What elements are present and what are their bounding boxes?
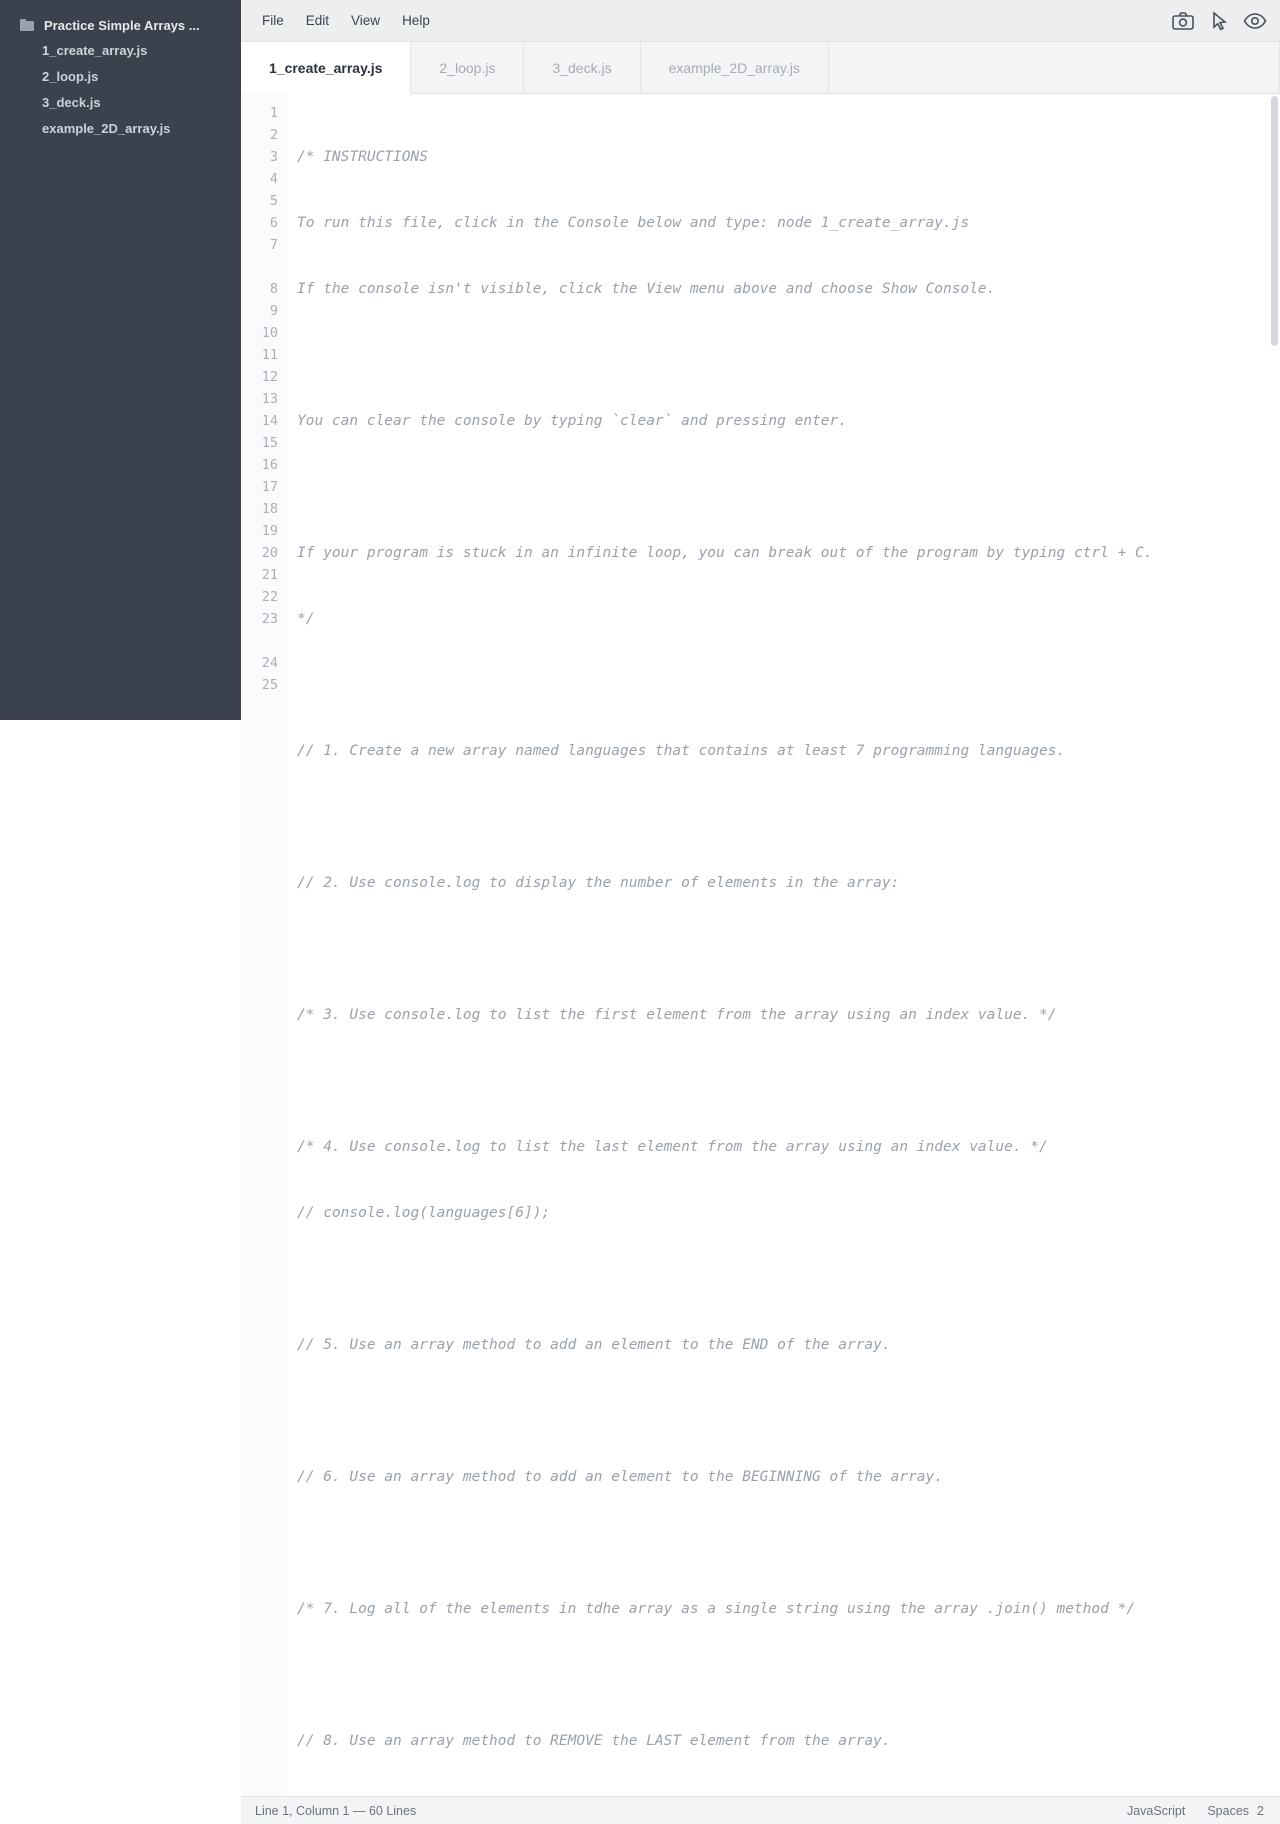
line-number: 3 [269,149,278,165]
code-line: // 5. Use an array method to add an element to the END of the array. [297,1337,891,1353]
tab-2-loop[interactable]: 2_loop.js [411,42,524,93]
code-line [297,1268,1280,1290]
code-line: To run this file, click in the Console below and type: node 1_create_array.js [297,215,970,231]
code-line: If your program is stuck in an infinite loop, you can break out of the program by typing ctrl + C. [297,545,1153,561]
code-line [297,476,1280,498]
line-number: 8 [269,281,278,297]
line-number: 24 [261,655,278,671]
code-editor[interactable] [241,94,1280,1796]
code-line: // console.log(languages[6]); [297,1205,551,1221]
camera-icon[interactable] [1166,7,1200,35]
line-number: 20 [261,545,278,561]
code-line: /* INSTRUCTIONS [297,149,428,165]
code-line: /* 4. Use console.log to list the last element from the array using an index value. */ [297,1139,1048,1155]
code-line: /* 7. Log all of the elements in tdhe array as a single string using the array .join() method */ [297,1601,1136,1617]
line-number: 22 [261,589,278,605]
line-number: 14 [261,413,278,429]
menu-view[interactable]: View [351,13,381,28]
line-number: 10 [261,325,278,341]
eye-icon[interactable] [1238,7,1272,35]
code-line [297,938,1280,960]
folder-icon [20,20,34,31]
code-line [297,1664,1280,1686]
code-line: // 6. Use an array method to add an element to the BEGINNING of the array. [297,1469,944,1485]
line-number: 13 [261,391,278,407]
sidebar-item-2-loop[interactable]: 2_loop.js [42,69,99,84]
code-line [297,1532,1280,1554]
sidebar-item-1-create-array[interactable]: 1_create_array.js [42,43,148,58]
sidebar [0,0,241,720]
project-root[interactable] [0,12,241,38]
cursor-icon[interactable] [1202,7,1236,35]
line-number: 6 [269,215,278,231]
indent-mode[interactable]: Spaces [1207,1803,1250,1818]
line-number-wrap-filler [241,256,287,278]
line-number: 1 [269,105,278,121]
line-number: 21 [261,567,278,583]
line-number: 15 [261,435,278,451]
line-number: 11 [261,347,278,363]
line-number: 12 [261,369,278,385]
menu-file[interactable]: File [262,13,284,28]
code-line [297,1400,1280,1422]
menu-edit[interactable]: Edit [305,13,330,28]
line-number: 4 [269,171,278,187]
menu-help[interactable]: Help [402,13,430,28]
editor-scrollbar[interactable] [1269,94,1280,1796]
line-number: 7 [269,237,278,253]
tab-3-deck[interactable]: 3_deck.js [524,42,640,93]
line-number: 18 [261,501,278,517]
line-number: 2 [269,127,278,143]
code-content[interactable] [287,94,1280,1796]
cursor-position: Line 1, Column 1 — 60 Lines [255,1803,417,1818]
line-number: 23 [261,611,278,627]
code-line [297,1070,1280,1092]
code-line [297,806,1280,828]
code-line: */ [297,611,315,627]
code-line: You can clear the console by typing `clear` and pressing enter. [297,413,847,429]
indent-size[interactable]: 2 [1257,1803,1264,1818]
sidebar-item-example-2d-array[interactable]: example_2D_array.js [42,121,171,136]
line-number-wrap-filler [241,630,287,652]
code-line [297,674,1280,696]
sidebar-item-3-deck[interactable]: 3_deck.js [42,95,101,110]
project-title: Practice Simple Arrays ... [44,17,200,33]
code-line [297,344,1280,366]
line-number-gutter [241,94,287,1796]
code-line: If the console isn't visible, click the View menu above and choose Show Console. [297,281,996,297]
line-number: 16 [261,457,278,473]
menu-bar [241,0,1280,42]
scrollbar-thumb[interactable] [1271,96,1278,346]
code-line: /* 3. Use console.log to list the first element from the array using an index value. */ [297,1007,1057,1023]
line-number: 25 [261,677,278,693]
language-mode[interactable]: JavaScript [1126,1803,1186,1818]
line-number: 19 [261,523,278,539]
tab-1-create-array[interactable]: 1_create_array.js [241,42,411,94]
line-number: 17 [261,479,278,495]
tab-bar-filler [829,42,1280,93]
main-area [241,0,1280,1818]
line-number: 5 [269,193,278,209]
status-bar [241,1796,1280,1824]
code-line: // 2. Use console.log to display the number of elements in the array: [297,875,900,891]
code-line: // 1. Create a new array named languages that contains at least 7 programming languages. [297,743,1066,759]
code-line: // 8. Use an array method to REMOVE the LAST element from the array. [297,1733,891,1749]
line-number: 9 [269,303,278,319]
tab-bar [241,42,1280,94]
tab-example-2d-array[interactable]: example_2D_array.js [641,42,829,93]
